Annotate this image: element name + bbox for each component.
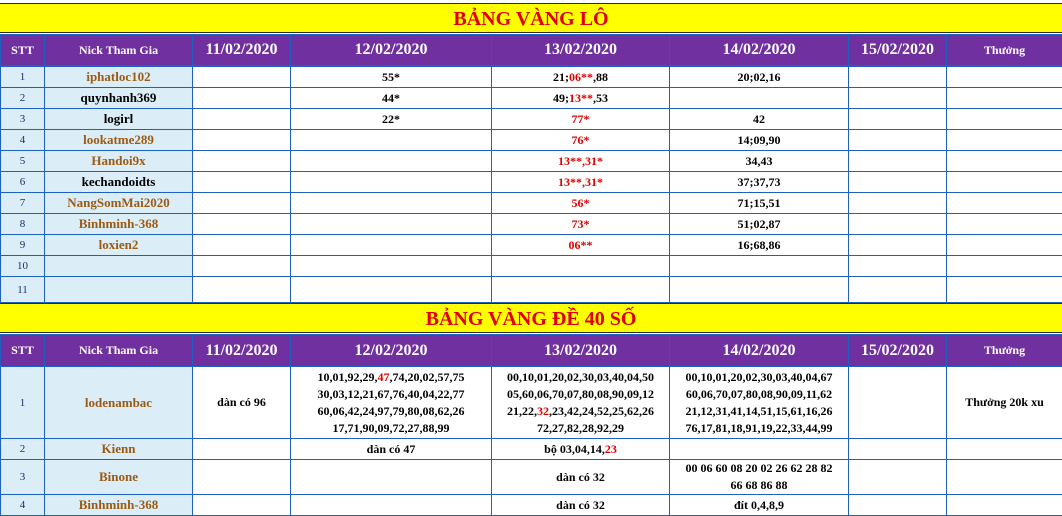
date-12-cell: 22* bbox=[291, 109, 492, 130]
date-14-cell bbox=[670, 460, 849, 495]
date-15-cell bbox=[849, 151, 947, 172]
lo-table bbox=[0, 34, 1062, 66]
date-14-cell: đít 0,4,8,9 bbox=[670, 495, 849, 516]
de-title: BẢNG VÀNG ĐỀ 40 SỐ bbox=[0, 303, 1062, 333]
date-15-cell bbox=[849, 277, 947, 303]
date-14-cell bbox=[670, 277, 849, 303]
date-11-cell bbox=[193, 88, 291, 109]
stt-cell: 10 bbox=[1, 256, 45, 277]
date-13-cell bbox=[492, 130, 670, 151]
d13-text: bộ 03,04,14, bbox=[544, 441, 605, 456]
de-table bbox=[0, 334, 1062, 516]
date-11-cell: dàn có 96 bbox=[193, 367, 291, 439]
nick-cell: kechandoidts bbox=[45, 172, 193, 193]
d14-line2: 60,06,70,07,80,08,90,09,11,62 bbox=[685, 386, 833, 401]
date-13-cell: dàn có 32 bbox=[492, 460, 670, 495]
date-12-cell bbox=[291, 495, 492, 516]
nick-cell: Binone bbox=[45, 460, 193, 495]
reward-cell bbox=[947, 130, 1062, 151]
date-11-cell bbox=[193, 109, 291, 130]
d13-part-b: 13**,31* bbox=[558, 153, 603, 168]
date-14-cell: 20;02,16 bbox=[670, 67, 849, 88]
lo-row bbox=[1, 130, 1062, 151]
reward-cell bbox=[947, 214, 1062, 235]
d14-line2: 66 68 86 88 bbox=[730, 478, 788, 492]
stt-cell: 3 bbox=[1, 109, 45, 130]
d13-line3c: ,23,42,24,52,25,62,26 bbox=[549, 403, 654, 418]
date-12-cell bbox=[291, 367, 492, 439]
date-13-cell: dàn có 32 bbox=[492, 495, 670, 516]
lo-row bbox=[1, 256, 1062, 277]
stt-cell: 2 bbox=[1, 88, 45, 109]
date-14-cell: 51;02,87 bbox=[670, 214, 849, 235]
d14-line4: 76,17,81,18,91,19,22,33,44,99 bbox=[685, 420, 833, 435]
stt-cell: 9 bbox=[1, 235, 45, 256]
header-date-15: 15/02/2020 bbox=[849, 335, 947, 367]
reward-cell bbox=[947, 495, 1062, 516]
d13-part-c: ,53 bbox=[593, 90, 608, 105]
date-11-cell bbox=[193, 172, 291, 193]
nick-cell: quynhanh369 bbox=[45, 88, 193, 109]
d13-line4: 72,27,82,28,92,29 bbox=[537, 420, 624, 435]
date-11-cell bbox=[193, 495, 291, 516]
header-nick: Nick Tham Gia bbox=[45, 35, 193, 66]
date-12-cell bbox=[291, 256, 492, 277]
nick-cell: Kienn bbox=[45, 439, 193, 460]
date-12-cell bbox=[291, 214, 492, 235]
nick-cell: iphatloc102 bbox=[45, 67, 193, 88]
header-date-15: 15/02/2020 bbox=[849, 35, 947, 66]
header-date-11: 11/02/2020 bbox=[193, 335, 291, 367]
date-11-cell bbox=[193, 67, 291, 88]
header-date-12: 12/02/2020 bbox=[291, 335, 492, 367]
reward-cell bbox=[947, 256, 1062, 277]
header-date-13: 13/02/2020 bbox=[492, 35, 670, 66]
date-14-cell bbox=[670, 367, 849, 439]
date-15-cell bbox=[849, 256, 947, 277]
date-14-cell: 34,43 bbox=[670, 151, 849, 172]
lo-title: BẢNG VÀNG LÔ bbox=[0, 3, 1062, 33]
d13-part-b: 06** bbox=[569, 69, 593, 84]
stt-cell: 4 bbox=[1, 130, 45, 151]
d13-part-a: 21; bbox=[553, 69, 569, 84]
lo-row bbox=[1, 67, 1062, 88]
date-11-cell bbox=[193, 130, 291, 151]
d12-line3: 60,06,42,24,97,79,80,08,62,26 bbox=[317, 403, 465, 418]
reward-cell bbox=[947, 109, 1062, 130]
date-15-cell bbox=[849, 67, 947, 88]
date-12-cell bbox=[291, 460, 492, 495]
reward-cell bbox=[947, 67, 1062, 88]
date-13-cell bbox=[492, 367, 670, 439]
stt-cell: 11 bbox=[1, 277, 45, 303]
date-14-cell: 14;09,90 bbox=[670, 130, 849, 151]
date-11-cell bbox=[193, 214, 291, 235]
nick-cell: lookatme289 bbox=[45, 130, 193, 151]
nick-cell: Handoi9x bbox=[45, 151, 193, 172]
header-date-12: 12/02/2020 bbox=[291, 35, 492, 66]
reward-cell bbox=[947, 172, 1062, 193]
reward-cell bbox=[947, 235, 1062, 256]
date-15-cell bbox=[849, 214, 947, 235]
reward-cell bbox=[947, 439, 1062, 460]
date-12-cell bbox=[291, 193, 492, 214]
date-15-cell bbox=[849, 193, 947, 214]
d12-line1a: 10,01,92,29, bbox=[317, 369, 378, 384]
date-13-cell bbox=[492, 109, 670, 130]
d13-line3b: 32 bbox=[537, 403, 549, 418]
date-12-cell: 55* bbox=[291, 67, 492, 88]
reward-cell bbox=[947, 151, 1062, 172]
nick-cell bbox=[45, 277, 193, 303]
d12-line4: 17,71,90,09,72,27,88,99 bbox=[332, 420, 450, 435]
d13-part-b: 77* bbox=[571, 111, 590, 126]
d12-line1b: 47 bbox=[377, 369, 390, 384]
date-11-cell bbox=[193, 439, 291, 460]
date-11-cell bbox=[193, 460, 291, 495]
date-14-cell bbox=[670, 439, 849, 460]
reward-cell bbox=[947, 277, 1062, 303]
date-13-cell bbox=[492, 67, 670, 88]
reward-cell: Thưởng 20k xu bbox=[947, 367, 1062, 439]
date-15-cell bbox=[849, 439, 947, 460]
lo-header-row bbox=[1, 35, 1062, 66]
date-12-cell bbox=[291, 235, 492, 256]
date-11-cell bbox=[193, 235, 291, 256]
date-15-cell bbox=[849, 367, 947, 439]
date-13-cell bbox=[492, 88, 670, 109]
header-date-14: 14/02/2020 bbox=[670, 35, 849, 66]
nick-cell: NangSomMai2020 bbox=[45, 193, 193, 214]
nick-cell: lodenambac bbox=[45, 367, 193, 439]
de-header-row bbox=[1, 335, 1062, 367]
stt-cell: 5 bbox=[1, 151, 45, 172]
stt-cell: 6 bbox=[1, 172, 45, 193]
header-date-11: 11/02/2020 bbox=[193, 35, 291, 66]
lo-row bbox=[1, 235, 1062, 256]
d13-part-b: 73* bbox=[571, 216, 590, 231]
nick-cell: logirl bbox=[45, 109, 193, 130]
d13-line1: 00,10,01,20,02,30,03,40,04,50 bbox=[507, 369, 654, 384]
date-15-cell bbox=[849, 172, 947, 193]
header-stt: STT bbox=[1, 35, 45, 66]
date-15-cell bbox=[849, 130, 947, 151]
nick-cell: Binhminh-368 bbox=[45, 214, 193, 235]
date-15-cell bbox=[849, 109, 947, 130]
header-date-14: 14/02/2020 bbox=[670, 335, 849, 367]
date-11-cell bbox=[193, 256, 291, 277]
date-14-cell bbox=[670, 256, 849, 277]
date-13-cell bbox=[492, 277, 670, 303]
lo-row bbox=[1, 88, 1062, 109]
d13-part-b: 06** bbox=[568, 237, 593, 252]
nick-cell: Binhminh-368 bbox=[45, 495, 193, 516]
lo-row bbox=[1, 109, 1062, 130]
d13-part-c: ,88 bbox=[593, 69, 608, 84]
d13-part-b: 76* bbox=[571, 132, 590, 147]
lo-row bbox=[1, 151, 1062, 172]
nick-cell: loxien2 bbox=[45, 235, 193, 256]
de-row-4 bbox=[1, 495, 1062, 516]
d14-line1: 00,10,01,20,02,30,03,40,04,67 bbox=[685, 369, 833, 384]
stt-cell: 8 bbox=[1, 214, 45, 235]
lo-body bbox=[0, 66, 1062, 303]
date-13-cell bbox=[492, 235, 670, 256]
header-date-13: 13/02/2020 bbox=[492, 335, 670, 367]
stt-cell: 1 bbox=[1, 367, 45, 439]
date-12-cell bbox=[291, 277, 492, 303]
date-13-cell bbox=[492, 214, 670, 235]
date-14-cell: 71;15,51 bbox=[670, 193, 849, 214]
lo-row bbox=[1, 277, 1062, 303]
d13-part-b: 13**,31* bbox=[558, 174, 603, 189]
reward-cell bbox=[947, 88, 1062, 109]
stt-cell: 1 bbox=[1, 67, 45, 88]
d12-line1c: ,74,20,02,57,75 bbox=[389, 369, 465, 384]
date-11-cell bbox=[193, 277, 291, 303]
stt-cell: 7 bbox=[1, 193, 45, 214]
d13-highlight: 23 bbox=[604, 441, 617, 456]
nick-cell bbox=[45, 256, 193, 277]
lo-row bbox=[1, 214, 1062, 235]
date-13-cell bbox=[492, 256, 670, 277]
header-nick: Nick Tham Gia bbox=[45, 335, 193, 367]
d13-line2: 05,60,06,70,07,80,08,90,09,12 bbox=[507, 386, 654, 401]
date-12-cell bbox=[291, 172, 492, 193]
date-14-cell: 16;68,86 bbox=[670, 235, 849, 256]
d13-part-b: 13** bbox=[569, 90, 593, 105]
date-15-cell bbox=[849, 88, 947, 109]
lo-row bbox=[1, 193, 1062, 214]
date-15-cell bbox=[849, 460, 947, 495]
d12-line2: 30,03,12,21,67,76,40,04,22,77 bbox=[317, 386, 465, 401]
stt-cell: 2 bbox=[1, 439, 45, 460]
date-12-cell: dàn có 47 bbox=[291, 439, 492, 460]
date-11-cell bbox=[193, 193, 291, 214]
date-12-cell bbox=[291, 130, 492, 151]
date-11-cell bbox=[193, 151, 291, 172]
date-15-cell bbox=[849, 235, 947, 256]
stt-cell: 4 bbox=[1, 495, 45, 516]
date-13-cell bbox=[492, 172, 670, 193]
de-row-3 bbox=[1, 460, 1062, 495]
reward-cell bbox=[947, 193, 1062, 214]
stt-cell: 3 bbox=[1, 460, 45, 495]
d13-line3a: 21,22, bbox=[507, 403, 537, 418]
date-12-cell bbox=[291, 151, 492, 172]
de-row-1 bbox=[1, 367, 1062, 439]
d14-line3: 21,12,31,41,14,51,15,61,16,26 bbox=[685, 403, 833, 418]
d13-part-a: 49; bbox=[553, 90, 569, 105]
header-reward: Thưởng bbox=[947, 335, 1062, 367]
date-15-cell bbox=[849, 495, 947, 516]
date-12-cell: 44* bbox=[291, 88, 492, 109]
d14-line1: 00 06 60 08 20 02 26 62 28 82 bbox=[685, 461, 833, 475]
date-13-cell bbox=[492, 193, 670, 214]
lo-row bbox=[1, 172, 1062, 193]
header-stt: STT bbox=[1, 335, 45, 367]
reward-cell bbox=[947, 460, 1062, 495]
d13-part-b: 56* bbox=[571, 195, 590, 210]
date-14-cell bbox=[670, 88, 849, 109]
date-13-cell bbox=[492, 151, 670, 172]
date-13-cell bbox=[492, 439, 670, 460]
date-14-cell: 42 bbox=[670, 109, 849, 130]
header-reward: Thưởng bbox=[947, 35, 1062, 66]
date-14-cell: 37;37,73 bbox=[670, 172, 849, 193]
de-row-2 bbox=[1, 439, 1062, 460]
